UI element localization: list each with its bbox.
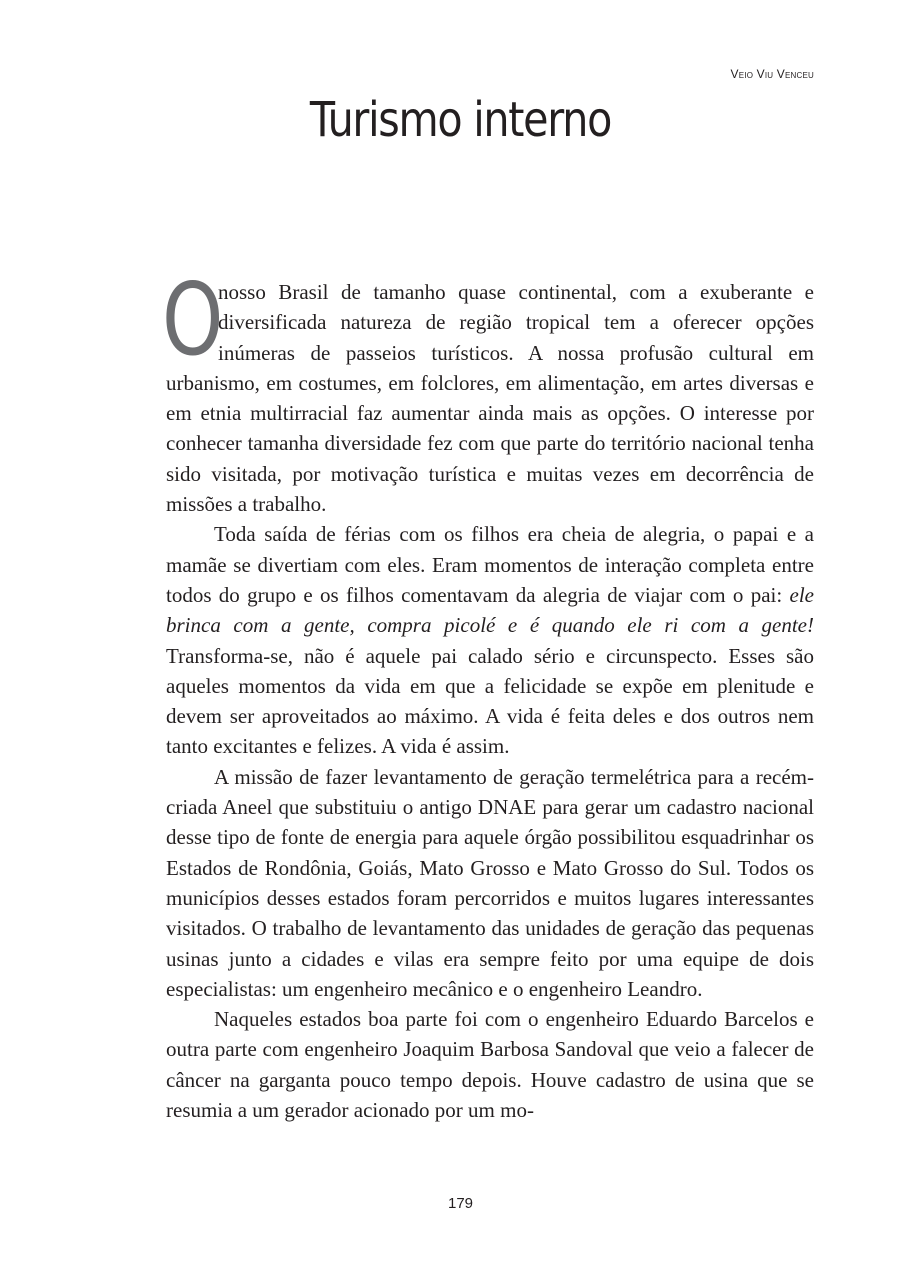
paragraph-3: A missão de fazer levantamento de geração termelétrica para a recém-criada Aneel que substituiu o antigo DNAE para gerar um cadastro nacional desse tipo de fonte de energia para aquele órgão possibilitou esquadrinhar os Estados de Rondônia, Goiás, Mato Grosso e Mato Grosso do Sul. Todos os municípios desses estados foram percorridos e muitos lugares interessantes visitados. O trabalho de levantamento das unidades de geração das pequenas usinas junto a cidades e vilas era sempre feito por uma equipe de dois especialistas: um engenheiro mecânico e o engenheiro Leandro. — [166, 764, 814, 1001]
running-head: Veio Viu Venceu — [730, 67, 814, 81]
paragraph-1-text: nosso Brasil de tamanho quase continental, com a exuberante e diversificada natureza de região tropical tem a oferecer opções inúmeras de passeios turísticos. A nossa profusão cultural em urbanismo, em costumes, em folclores, em alimentação, em artes diversas e em etnia multirracial faz aumentar ainda mais as opções. O interesse por conhecer tamanha diversidade fez com que parte do território nacional tenha sido visitada, por motivação turística e muitas vezes em decorrência de missões a trabalho. — [166, 280, 814, 517]
drop-cap: O — [162, 261, 224, 378]
paragraph-2 — [166, 519, 814, 761]
paragraph-2-text-before: Toda saída de férias com os filhos era cheia de alegria, o papai e a mamãe se divertiam com eles. Eram momentos de interação completa entre todos do grupo e os filhos comentavam da alegria de viajar com o pai: — [166, 522, 814, 607]
chapter-title: Turismo interno — [309, 92, 612, 148]
paragraph-2-quote: ele brinca com a gente, compra picolé e é quando ele ri com a gente! — [166, 582, 814, 638]
body-text — [162, 261, 814, 1125]
paragraph-1 — [162, 261, 814, 519]
paragraph-4: Naqueles estados boa parte foi com o engenheiro Eduardo Barcelos e outra parte com engenheiro Joaquim Barbosa Sandoval que veio a falecer de câncer na garganta pouco tempo depois. Houve cadastro de usina que se resumia a um gerador acionado por um mo- — [166, 1007, 814, 1123]
page-number: 179 — [447, 1195, 474, 1212]
paragraph-2-text-after: Transforma-se, não é aquele pai calado sério e circunspecto. Esses são aqueles momentos da vida em que a felicidade se expõe em plenitude e devem ser aproveitados ao máximo. A vida é feita deles e dos outros nem tanto excitantes e felizes. A vida é assim. — [166, 643, 814, 759]
